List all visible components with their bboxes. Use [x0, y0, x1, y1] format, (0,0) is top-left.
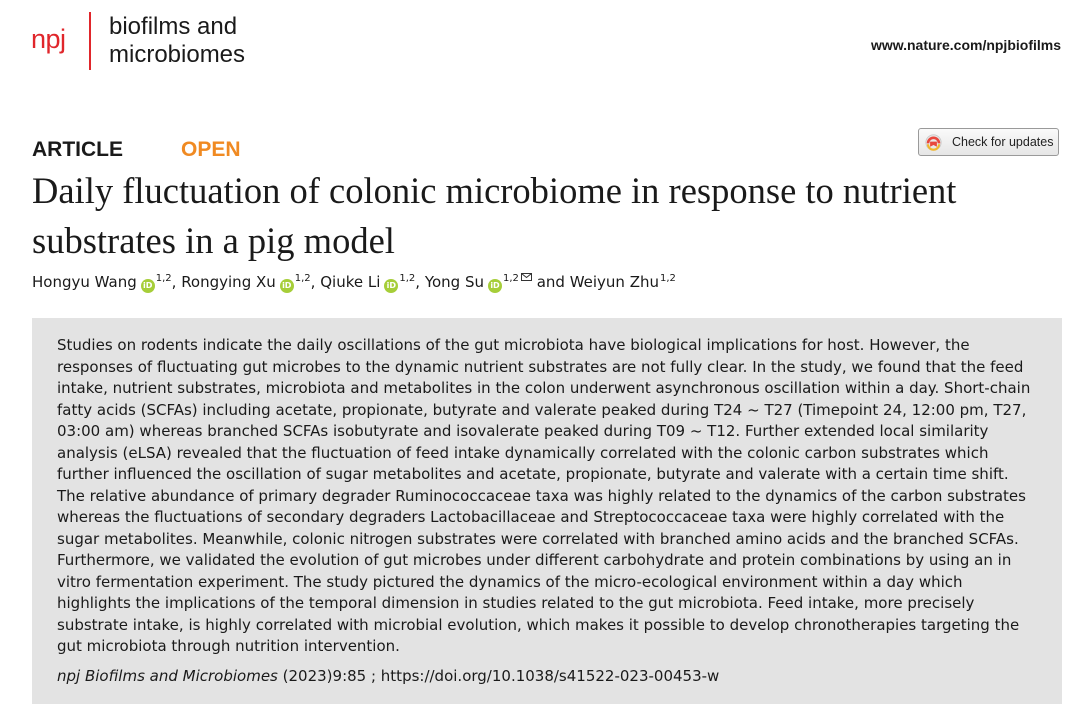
- author-name[interactable]: Yong Su: [424, 273, 485, 291]
- author-name[interactable]: Qiuke Li: [320, 273, 381, 291]
- author-name[interactable]: and Weiyun Zhu: [536, 273, 659, 291]
- author-3[interactable]: [320, 273, 425, 291]
- author-5[interactable]: [537, 273, 676, 291]
- author-affiliation[interactable]: 1,2: [503, 273, 519, 284]
- check-for-updates-label: Check for updates: [952, 135, 1054, 149]
- author-4[interactable]: [425, 273, 537, 291]
- logo-npj-text: npj: [31, 24, 66, 54]
- logo-line-2: microbiomes: [109, 41, 246, 68]
- envelope-icon[interactable]: [521, 273, 532, 281]
- open-access-label: OPEN: [181, 138, 241, 161]
- citation-line: [57, 667, 1037, 685]
- citation-doi[interactable]: (2023)9:85 ; https://doi.org/10.1038/s41522-023-00453-w: [277, 666, 720, 685]
- author-1[interactable]: [32, 273, 181, 291]
- abstract-text: Studies on rodents indicate the daily oscillations of the gut microbiota have biological implications for host. However, the responses of fluctuating gut microbes to the dynamic nutrient substrates are not fully clear. In the study, we found that the feed intake, nutrient substrates, microbiota and metabolites in the colon underwent asynchronous oscillation within a day. Short-chain fatty acids (SCFAs) including acetate, propionate, butyrate and valerate peaked during T24 ~ T27 (Timepoint 24, 12:00 pm, T27, 03:00 am) whereas branched SCFAs isobutyrate and isovalerate peaked during T09 ~ T12. Further extended local similarity analysis (eLSA) revealed that the fluctuation of feed intake dynamically correlated with the colonic carbon substrates which further influenced the oscillation of sugar metabolites and acetate, propionate, butyrate and valerate with a certain time shift. The relative abundance of primary degrader Ruminococcaceae taxa was highly related to the dynamics of the carbon substrates whereas the fluctuations of secondary degraders Lactobacillaceae and Streptococcaceae taxa were highly correlated with the sugar metabolites. Meanwhile, colonic nitrogen substrates were correlated with branched amino acids and the branched SCFAs. Furthermore, we validated the evolution of gut microbes under different carbohydrate and protein combinations by using an in vitro fermentation experiment. The study pictured the dynamics of the micro-ecological environment within a day which highlights the implications of the temporal dimension in studies related to the gut microbiota. Feed intake, more precisely substrate intake, is highly correlated with microbial evolution, which makes it possible to develop chronotherapies targeting the gut microbiota through nutrition intervention.: [57, 336, 1031, 655]
- citation-journal: npj Biofilms and Microbiomes: [57, 666, 278, 685]
- author-separator: ,: [310, 273, 321, 291]
- author-affiliation[interactable]: 1,2: [294, 273, 311, 284]
- orcid-icon[interactable]: iD: [141, 279, 155, 293]
- logo-journal-name: [109, 13, 245, 69]
- check-for-updates-button[interactable]: [918, 128, 1059, 156]
- author-affiliation[interactable]: 1,2: [399, 273, 416, 284]
- author-list: [32, 273, 676, 293]
- author-affiliation[interactable]: 1,2: [660, 273, 676, 284]
- author-separator: ,: [171, 273, 182, 291]
- orcid-icon[interactable]: iD: [280, 279, 294, 293]
- author-separator: ,: [415, 273, 425, 291]
- article-type-label: ARTICLE: [32, 138, 123, 161]
- journal-url-link[interactable]: www.nature.com/npjbiofilms: [870, 37, 1061, 53]
- author-name[interactable]: Rongying Xu: [181, 273, 276, 291]
- logo-divider: [89, 12, 91, 70]
- orcid-icon[interactable]: iD: [384, 279, 398, 293]
- orcid-icon[interactable]: iD: [488, 279, 502, 293]
- author-2[interactable]: [181, 273, 320, 291]
- author-name[interactable]: Hongyu Wang: [32, 273, 137, 291]
- abstract-box: [32, 318, 1062, 704]
- article-title: Daily fluctuation of colonic microbiome in response to nutrient substrates in a pig model: [32, 170, 957, 261]
- author-affiliation[interactable]: 1,2: [155, 273, 172, 284]
- check-for-updates-icon: [925, 134, 942, 151]
- logo-line-1: biofilms and: [109, 13, 238, 40]
